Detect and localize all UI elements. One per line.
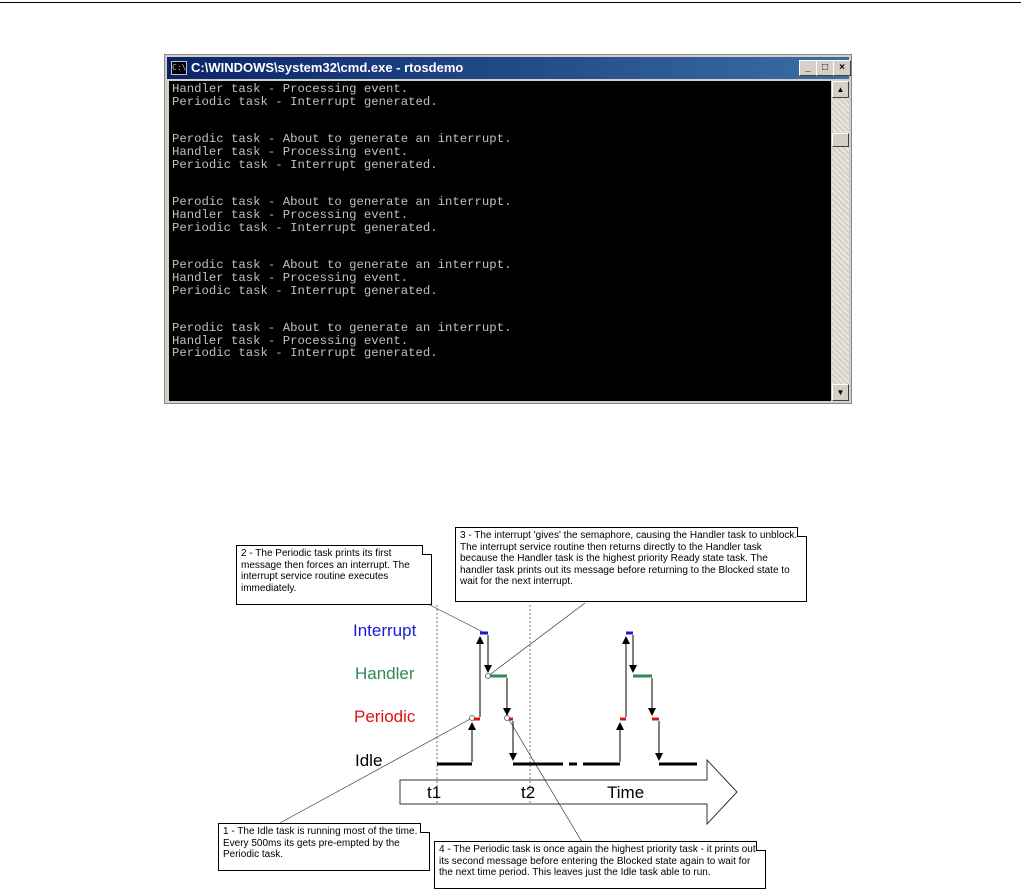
window-title: C:\WINDOWS\system32\cmd.exe - rtosdemo <box>191 60 464 75</box>
note-3-text: 3 - The interrupt 'gives' the semaphore, causing the Handler task to unblock. The interrupt service routine then returns directly to the Handler task because the Handler task is the highest priority Ready state task. The handler task prints out its message before returning to the Blocked state to wait for the next interrupt. <box>460 530 798 588</box>
t1-label: t1 <box>427 783 442 802</box>
note-2-text: 2 - The Periodic task prints its first message then forces an interrupt. The interrupt service routine executes immediately. <box>241 548 410 594</box>
note3-leader <box>488 603 585 676</box>
note-3 <box>455 527 807 602</box>
time-label: Time <box>607 783 645 802</box>
handler-label: Handler <box>355 664 415 683</box>
scroll-up-button[interactable]: ▲ <box>832 81 849 98</box>
periodic-label: Periodic <box>354 707 416 726</box>
note-fold <box>422 545 432 555</box>
t2-label: t2 <box>521 783 536 802</box>
scroll-down-button[interactable]: ▼ <box>832 384 849 401</box>
note-2 <box>236 545 432 605</box>
minimize-button[interactable]: _ <box>799 60 817 76</box>
console-text: Handler task - Processing event. Periodic task - Interrupt generated. Perodic task - About to generate an interrupt. Handler task - Processing event. Periodic task - Interrupt generated. Perodic task - About to generate an interrupt. Handler task - Processing event. Periodic task - Interrupt generated. Perodic task - About to generate an interrupt. Handler task - Processing event. Periodic task - Interrupt generated. Perodic task - About to generate an interrupt. Handler task - Processing event. Periodic task - Interrupt generated. <box>172 82 512 361</box>
time-arrow <box>400 760 737 824</box>
maximize-button[interactable]: □ <box>816 60 834 76</box>
note-1-text: 1 - The Idle task is running most of the time. Every 500ms its gets pre-empted by the Periodic task. <box>223 826 418 861</box>
close-button[interactable]: × <box>833 60 851 76</box>
note-4-text: 4 - The Periodic task is once again the highest priority task - it prints out its second message before entering the Blocked state again to wait for the next time period. This leaves just the Idle task able to run. <box>439 844 756 879</box>
note-1 <box>218 823 430 871</box>
marker-circle <box>505 716 510 721</box>
note-fold <box>756 841 766 851</box>
cmd-icon: C:\ <box>171 61 187 75</box>
note2-leader <box>426 603 483 632</box>
interrupt-label: Interrupt <box>353 621 417 640</box>
note-fold <box>420 823 430 833</box>
marker-circle <box>470 716 475 721</box>
marker-circle <box>486 674 491 679</box>
note-fold <box>797 527 807 537</box>
idle-label: Idle <box>355 751 383 770</box>
note-4 <box>434 841 766 889</box>
